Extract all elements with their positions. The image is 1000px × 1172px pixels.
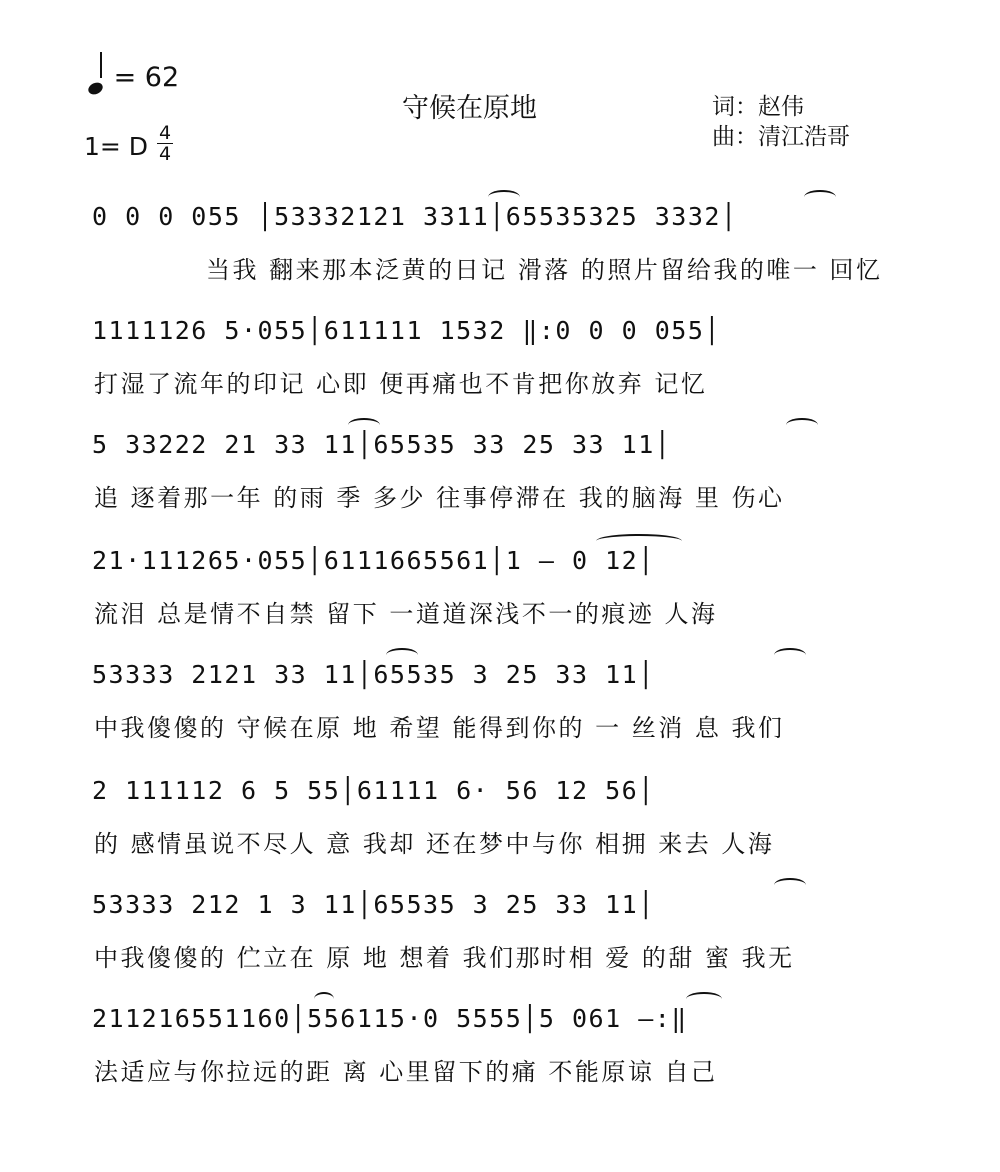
lyrics-line: 中我傻傻的 伫立在 原 地 想着 我们那时相 爱 的甜 蜜 我无	[94, 944, 795, 972]
tie-mark	[686, 992, 722, 1006]
lyrics-line: 追 逐着那一年 的雨 季 多少 往事停滞在 我的脑海 里 伤心	[94, 484, 785, 512]
lyrics-line: 流泪 总是情不自禁 留下 一道道深浅不一的痕迹 人海	[94, 600, 718, 628]
notation-line: 0 0 0 055 │53332121 3311│65535325 3332│	[92, 202, 738, 231]
score-row-8	[86, 1004, 898, 1114]
score-row-1	[86, 202, 898, 312]
tie-mark	[488, 190, 520, 204]
score-row-7	[86, 890, 898, 1000]
tie-mark	[386, 648, 418, 662]
score-row-3	[86, 430, 898, 540]
score-row-6	[86, 776, 898, 886]
lyricist-credit: 词：赵伟	[712, 94, 804, 120]
tie-mark	[774, 648, 806, 662]
song-title: 守候在原地	[402, 93, 537, 124]
lyrics-line: 的 感情虽说不尽人 意 我却 还在梦中与你 相拥 来去 人海	[94, 830, 775, 858]
tempo-marking	[88, 60, 179, 93]
key-signature: 1= D	[84, 132, 149, 161]
quarter-note-icon	[86, 80, 104, 96]
lyrics-line: 中我傻傻的 守候在原 地 希望 能得到你的 一 丝消 息 我们	[94, 714, 785, 742]
time-signature-bottom: 4	[158, 143, 172, 165]
score-row-4	[86, 546, 898, 656]
notation-line: 2 111112 6 5 55│61111 6· 56 12 56│	[92, 776, 655, 805]
notation-line: 5 33222 21 33 11│65535 33 25 33 11│	[92, 430, 672, 459]
tie-mark	[774, 878, 806, 892]
tempo-value: = 62	[113, 62, 180, 93]
tie-mark	[596, 534, 682, 548]
composer-credit: 曲：清江浩哥	[712, 124, 850, 150]
quarter-note-stem	[100, 52, 102, 78]
time-signature-top: 4	[158, 122, 172, 144]
notation-line: 1111126 5·055│611111 1532 ‖:0 0 0 055│	[92, 316, 721, 345]
tie-mark	[348, 418, 380, 432]
tie-mark	[804, 190, 836, 204]
score-row-2	[86, 316, 898, 426]
lyrics-line: 当我 翻来那本泛黄的日记 滑落 的照片留给我的唯一 回忆	[206, 256, 883, 284]
notation-line: 53333 212 1 3 11│65535 3 25 33 11│	[92, 890, 655, 919]
notation-line: 211216551160│556115·0 5555│5 061 —:‖	[92, 1004, 688, 1033]
tie-mark	[786, 418, 818, 432]
lyrics-line: 法适应与你拉远的距 离 心里留下的痛 不能原谅 自己	[94, 1058, 718, 1086]
time-signature	[155, 123, 175, 164]
notation-line: 53333 2121 33 11│65535 3 25 33 11│	[92, 660, 655, 689]
score-row-5	[86, 660, 898, 770]
notation-line: 21·111265·055│6111665561│1 — 0 12│	[92, 546, 655, 575]
tie-mark	[314, 992, 334, 1006]
lyrics-line: 打湿了流年的印记 心即 便再痛也不肯把你放弃 记忆	[94, 370, 708, 398]
